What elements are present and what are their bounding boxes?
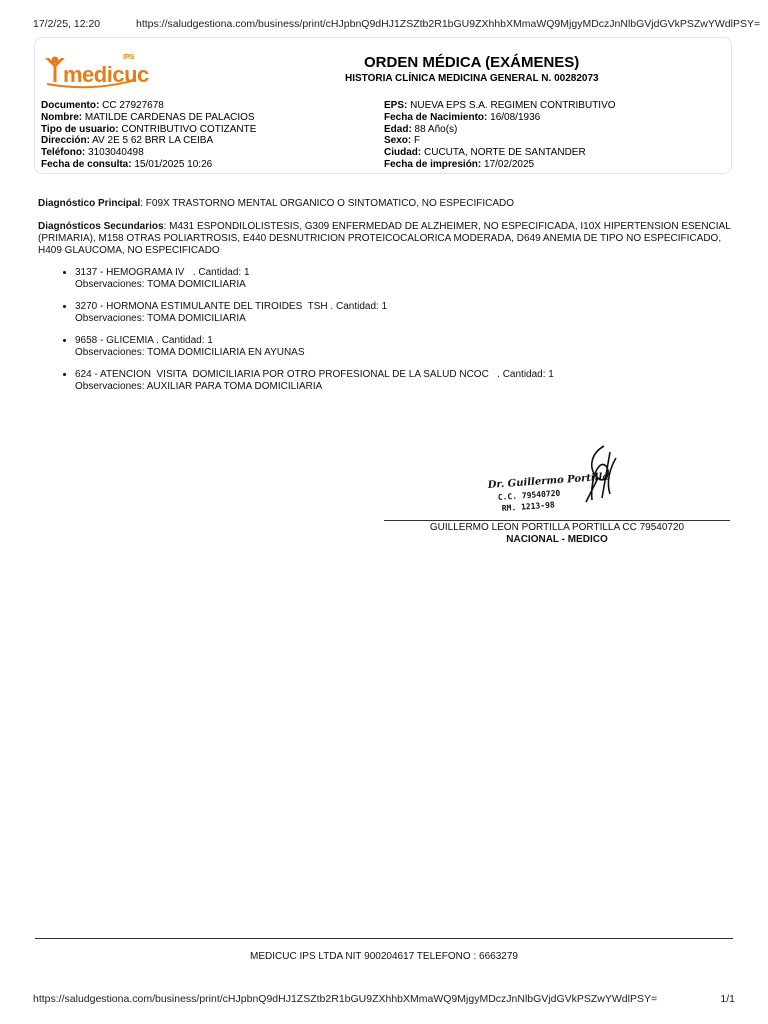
exam-list: [56, 267, 735, 403]
info-row-address: Dirección: AV 2E 5 62 BRR LA CEIBA: [41, 135, 214, 147]
info-row-age: Edad: 88 Año(s): [384, 123, 458, 135]
info-row-consult-date: Fecha de consulta: 15/01/2025 10:26: [41, 158, 213, 170]
stamp-line-1: Dr. Guillermo Portilla: [487, 471, 610, 491]
signature-line: [384, 520, 730, 521]
stamp-line-3: RM. 1213-98: [501, 500, 555, 513]
signatory-name: GUILLERMO LEON PORTILLA PORTILLA CC 79540720: [429, 522, 685, 533]
secondary-diagnoses: Diagnósticos Secundarios: M431 ESPONDILOLISTESIS, G309 ENFERMEDAD DE ALZHEIMER, NO ESPECIFICADA, I10X HIPERTENSION ESENCIAL (PRIMARIA), M158 OTRAS POLIARTROSIS, E440 DESNUTRICION PROTEICOCALORICA MODERADA, D649 ANEMIA DE TIPO NO ESPECIFICADO, H409 GLAUCOMA, NO ESPECIFICADO: [38, 221, 731, 256]
logo-ips: IPS: [123, 54, 135, 61]
print-page-number: 1/1: [720, 993, 735, 1005]
patient-info-right: [384, 100, 616, 171]
info-row-eps: EPS: NUEVA EPS S.A. REGIMEN CONTRIBUTIVO: [384, 100, 616, 111]
doctor-signature-stamp: [486, 438, 630, 520]
document-subtitle: HISTORIA CLÍNICA MEDICINA GENERAL N. 00282073: [345, 73, 599, 84]
footer-company: MEDICUC IPS LTDA NIT 900204617 TELEFONO : 6663279: [250, 951, 518, 962]
info-row-birth-date: Fecha de Nacimiento: 16/08/1936: [384, 111, 541, 123]
print-datetime: 17/2/25, 12:20: [33, 18, 101, 30]
info-row-sex: Sexo: F: [384, 135, 421, 147]
info-row-phone: Teléfono: 3103040498: [41, 147, 144, 159]
info-row-city: Ciudad: CUCUTA, NORTE DE SANTANDER: [384, 147, 586, 159]
info-row-name: Nombre: MATILDE CARDENAS DE PALACIOS: [41, 111, 255, 123]
patient-info-left: [41, 100, 256, 171]
document-title: ORDEN MÉDICA (EXÁMENES): [364, 54, 580, 71]
info-row-user-type: Tipo de usuario: CONTRIBUTIVO COTIZANTE: [41, 123, 257, 135]
info-row-document: Documento: CC 27927678: [41, 100, 164, 111]
info-row-print-date: Fecha de impresión: 17/02/2025: [384, 158, 535, 170]
print-footer-url: https://saludgestiona.com/business/print/cHJpbnQ9dHJ1ZSZtb2R1bGU9ZXhhbXMmaWQ9MjgyMDczJnNlbGVjdGVkPSZwYWdlPSY=: [33, 993, 658, 1005]
exam-item: • 9658 - GLICEMIA . Cantidad: 1 Observaciones: TOMA DOMICILIARIA EN AYUNAS: [75, 335, 735, 358]
medicuc-logo: [43, 52, 149, 90]
signatory-role: NACIONAL - MEDICO: [506, 534, 608, 545]
stamp-line-2: C.C. 79540720: [497, 488, 561, 502]
exam-item: • 624 - ATENCION VISITA DOMICILIARIA POR OTRO PROFESIONAL DE LA SALUD NCOC . Cantidad: 1 Observaciones: AUXILIAR PARA TOMA DOMICILIARIA: [75, 369, 735, 392]
print-url: https://saludgestiona.com/business/print/cHJpbnQ9dHJ1ZSZtb2R1bGU9ZXhhbXMmaWQ9MjgyMDczJnNlbGVjdGVkPSZwYWdlPSY=: [136, 18, 761, 30]
exam-item: • 3270 - HORMONA ESTIMULANTE DEL TIROIDES TSH . Cantidad: 1 Observaciones: TOMA DOMICILIARIA: [75, 301, 735, 324]
principal-diagnosis: Diagnóstico Principal: F09X TRASTORNO MENTAL ORGANICO O SINTOMATICO, NO ESPECIFICADO: [38, 198, 515, 209]
logo-word: medicuc: [63, 62, 149, 87]
exam-item: • 3137 - HEMOGRAMA IV . Cantidad: 1 Observaciones: TOMA DOMICILIARIA: [75, 267, 735, 290]
footer-divider: [35, 938, 733, 939]
